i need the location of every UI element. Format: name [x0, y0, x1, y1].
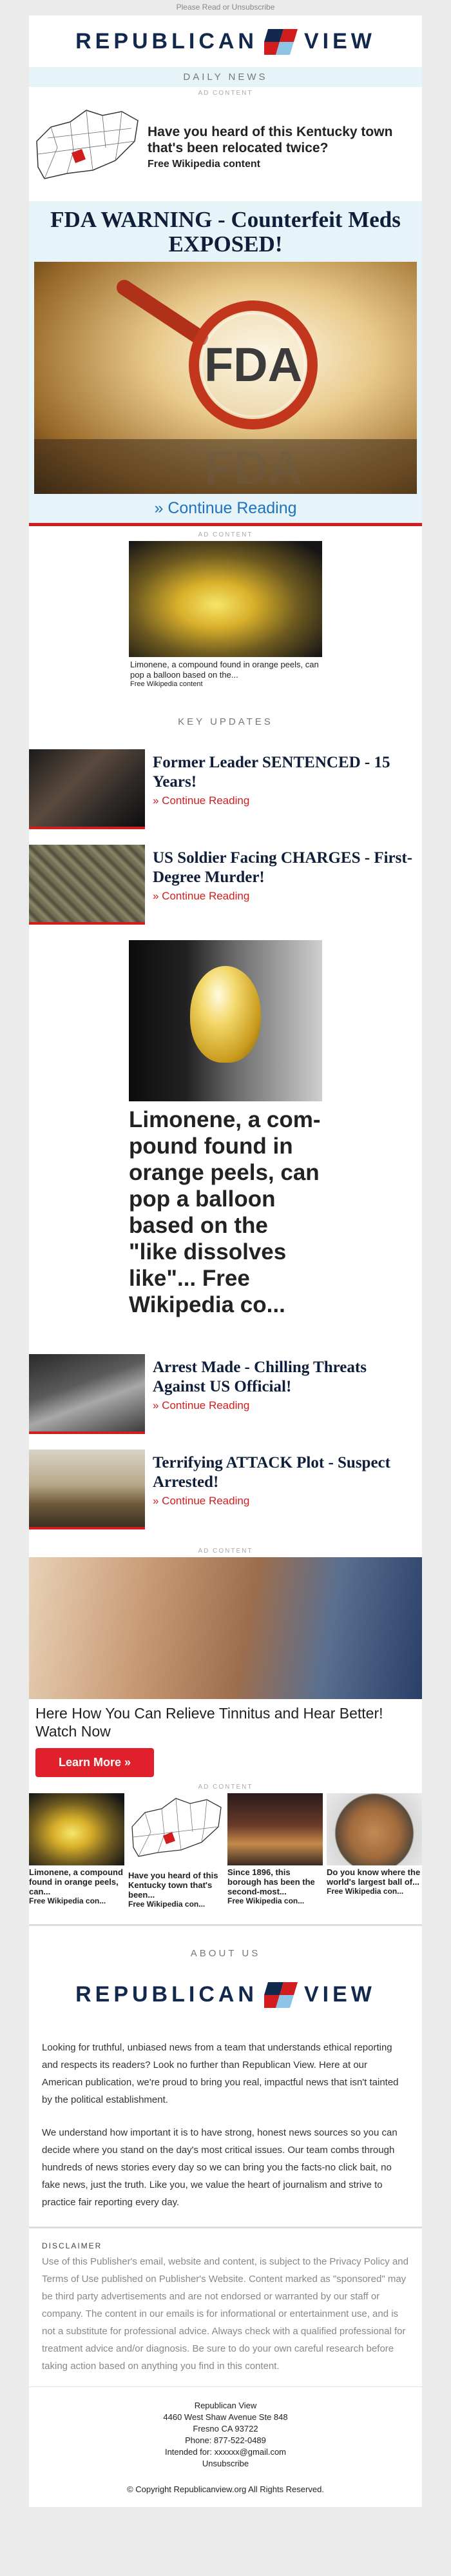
ad-grid-item-borough[interactable]	[227, 1793, 323, 1909]
limonene-big-ad[interactable]	[129, 940, 322, 1318]
kentucky-ad-text	[141, 124, 419, 172]
flag-shield-icon	[264, 26, 298, 56]
story-body	[145, 1354, 422, 1412]
footer-company: Republican View	[194, 2401, 257, 2410]
kentucky-ad-headline: Have you heard of this Kentucky town that's been relocated twice?	[148, 124, 393, 155]
story-continue-link[interactable]: » Continue Reading	[153, 890, 250, 902]
footer	[29, 2387, 422, 2507]
logo-left-word: REPUBLICAN	[75, 28, 258, 54]
ad-label: AD CONTENT	[198, 1784, 253, 1791]
story-us-soldier[interactable]	[29, 845, 422, 925]
story-continue-link[interactable]: » Continue Reading	[153, 1495, 250, 1507]
ad-grid-item-kentucky[interactable]	[128, 1793, 224, 1909]
fda-continue-link[interactable]: » Continue Reading	[154, 499, 297, 517]
story-title[interactable]: Terrifying ATTACK Plot - Suspect Arrested!	[153, 1454, 390, 1491]
handcuffs-image	[29, 1354, 145, 1434]
kentucky-ad-source: Free Wikipedia content	[148, 158, 260, 170]
footer-phone: Phone: 877-522-0489	[185, 2435, 266, 2445]
lemon-balloon-image	[29, 1793, 124, 1865]
story-attack-plot[interactable]	[29, 1450, 422, 1529]
kentucky-map-image	[32, 103, 141, 193]
smiling-man-image	[29, 1557, 422, 1699]
lemon-balloon-image	[129, 940, 322, 1101]
logo-right-word: VIEW	[304, 1981, 376, 2007]
fda-image-letters: FDA	[204, 338, 303, 391]
ad-grid-source: Free Wikipedia con...	[327, 1887, 404, 1896]
learn-more-button[interactable]: Learn More »	[35, 1748, 154, 1777]
soldiers-image	[29, 845, 145, 925]
ad-grid-source: Free Wikipedia con...	[128, 1900, 206, 1909]
footer-address-line-1: 4460 West Shaw Avenue Ste 848	[163, 2412, 288, 2422]
story-former-leader[interactable]	[29, 749, 422, 829]
giant-ball-image	[327, 1793, 422, 1865]
logo-left-word: REPUBLICAN	[75, 1981, 258, 2007]
story-body	[145, 1450, 422, 1508]
story-title[interactable]: Former Leader SENTENCED - 15 Years!	[153, 754, 390, 791]
ad-grid-item-ball[interactable]	[327, 1793, 422, 1909]
footer-intended-for: Intended for: xxxxxx@gmail.com	[164, 2447, 287, 2457]
borough-street-image	[227, 1793, 323, 1865]
disclaimer-text: Use of this Publisher's email, website and content, is subject to the Privacy Policy and Terms of Use published on Publisher's Website. Content marked as "sponsored" may be third party advertisements and are not endorsed or warranted by our staff or company. The content in our emails is for informational or entertainment use, and is not a substitute for professional advice. Always check with a qualified professional for treatment advice and/or diagnosis. Be sure to do your own careful research before taking action based on anything you find in this content.	[29, 2253, 422, 2387]
ad-grid	[29, 1793, 422, 1912]
email-container	[29, 15, 422, 2507]
footer-copyright: © Copyright Republicanview.org All Rights Reserved.	[127, 2484, 324, 2494]
fda-feature[interactable]	[29, 201, 422, 526]
header-logo[interactable]	[29, 15, 422, 67]
about-us-heading: ABOUT US	[29, 1924, 422, 1965]
lemon-balloon-image	[129, 541, 322, 657]
ad-grid-source: Free Wikipedia con...	[227, 1896, 305, 1905]
story-arrest-made[interactable]	[29, 1354, 422, 1434]
key-updates-heading: KEY UPDATES	[178, 716, 273, 727]
spacer	[29, 1318, 422, 1354]
about-paragraph-1: Looking for truthful, unbiased news from a team that understands ethical reporting and respects its readers? Look no further than Republican View. Here at our American publication, we're proud to bring you real, impactful news that isn't tainted by the political establishment.	[42, 2042, 399, 2105]
story-continue-link[interactable]: » Continue Reading	[153, 1399, 250, 1411]
kentucky-ad[interactable]	[32, 99, 419, 196]
tinnitus-title: Here How You Can Relieve Tinnitus and Hear Better! Watch Now	[35, 1705, 383, 1740]
footer-unsubscribe-link[interactable]: Unsubscribe	[202, 2459, 249, 2468]
flag-shield-icon	[264, 1980, 298, 2009]
ad-grid-caption: Limonene, a compound found in orange peels, can...	[29, 1867, 123, 1896]
limonene-small-ad[interactable]	[129, 541, 322, 693]
about-paragraph-2: We understand how important it is to have strong, honest news sources so you can decide where you stand on the day's most critical issues. Our team combs through hundreds of news stories every day so we can bring you the facts-no click bait, no fake news, just the truth. Like you, we value the heart of journalism and strive to practice fair reporting every day.	[42, 2127, 398, 2208]
ad-grid-caption: Have you heard of this Kentucky town that's been...	[128, 1871, 218, 1900]
limonene-big-headline: Limonene, a compound found in orange peels, can pop a balloon based on the "like dissolves like"... Free Wikipedia co...	[129, 1107, 321, 1317]
ad-label: AD CONTENT	[198, 531, 253, 538]
story-title[interactable]: Arrest Made - Chilling Threats Against US Official!	[153, 1359, 367, 1395]
top-unsubscribe-link[interactable]: Please Read or Unsubscribe	[176, 3, 275, 12]
daily-news-heading: DAILY NEWS	[29, 67, 422, 87]
disclaimer-heading: DISCLAIMER	[29, 2227, 422, 2253]
ad-label: AD CONTENT	[198, 1548, 253, 1555]
fda-feature-title: FDA WARNING - Counterfeit Meds EXPOSED!	[50, 207, 401, 257]
logo-right-word: VIEW	[304, 28, 376, 54]
limonene-small-source: Free Wikipedia content	[130, 680, 203, 688]
story-body	[145, 845, 422, 903]
prison-hands-image	[29, 749, 145, 829]
story-continue-link[interactable]: » Continue Reading	[153, 794, 250, 807]
fda-magnifier-image	[34, 262, 417, 494]
ad-grid-source: Free Wikipedia con...	[29, 1896, 106, 1905]
story-title[interactable]: US Soldier Facing CHARGES - First-Degree Murder!	[153, 849, 413, 886]
about-section	[29, 2023, 422, 2227]
ad-label: AD CONTENT	[198, 90, 253, 97]
ad-grid-item-limonene[interactable]	[29, 1793, 124, 1909]
ad-grid-caption: Since 1896, this borough has been the second-most...	[227, 1867, 315, 1896]
fda-image-reflection: FDA	[204, 441, 303, 494]
footer-logo[interactable]	[29, 1965, 422, 2023]
classroom-image	[29, 1450, 145, 1529]
kentucky-map-image	[128, 1793, 224, 1865]
tinnitus-ad[interactable]	[29, 1557, 422, 1781]
limonene-small-caption: Limonene, a compound found in orange peels, can pop a balloon based on the...	[130, 660, 319, 680]
story-body	[145, 749, 422, 807]
footer-address-line-2: Fresno CA 93722	[193, 2424, 258, 2433]
magnifying-glass-icon	[34, 262, 417, 494]
ad-grid-caption: Do you know where the world's largest ball of...	[327, 1867, 421, 1887]
